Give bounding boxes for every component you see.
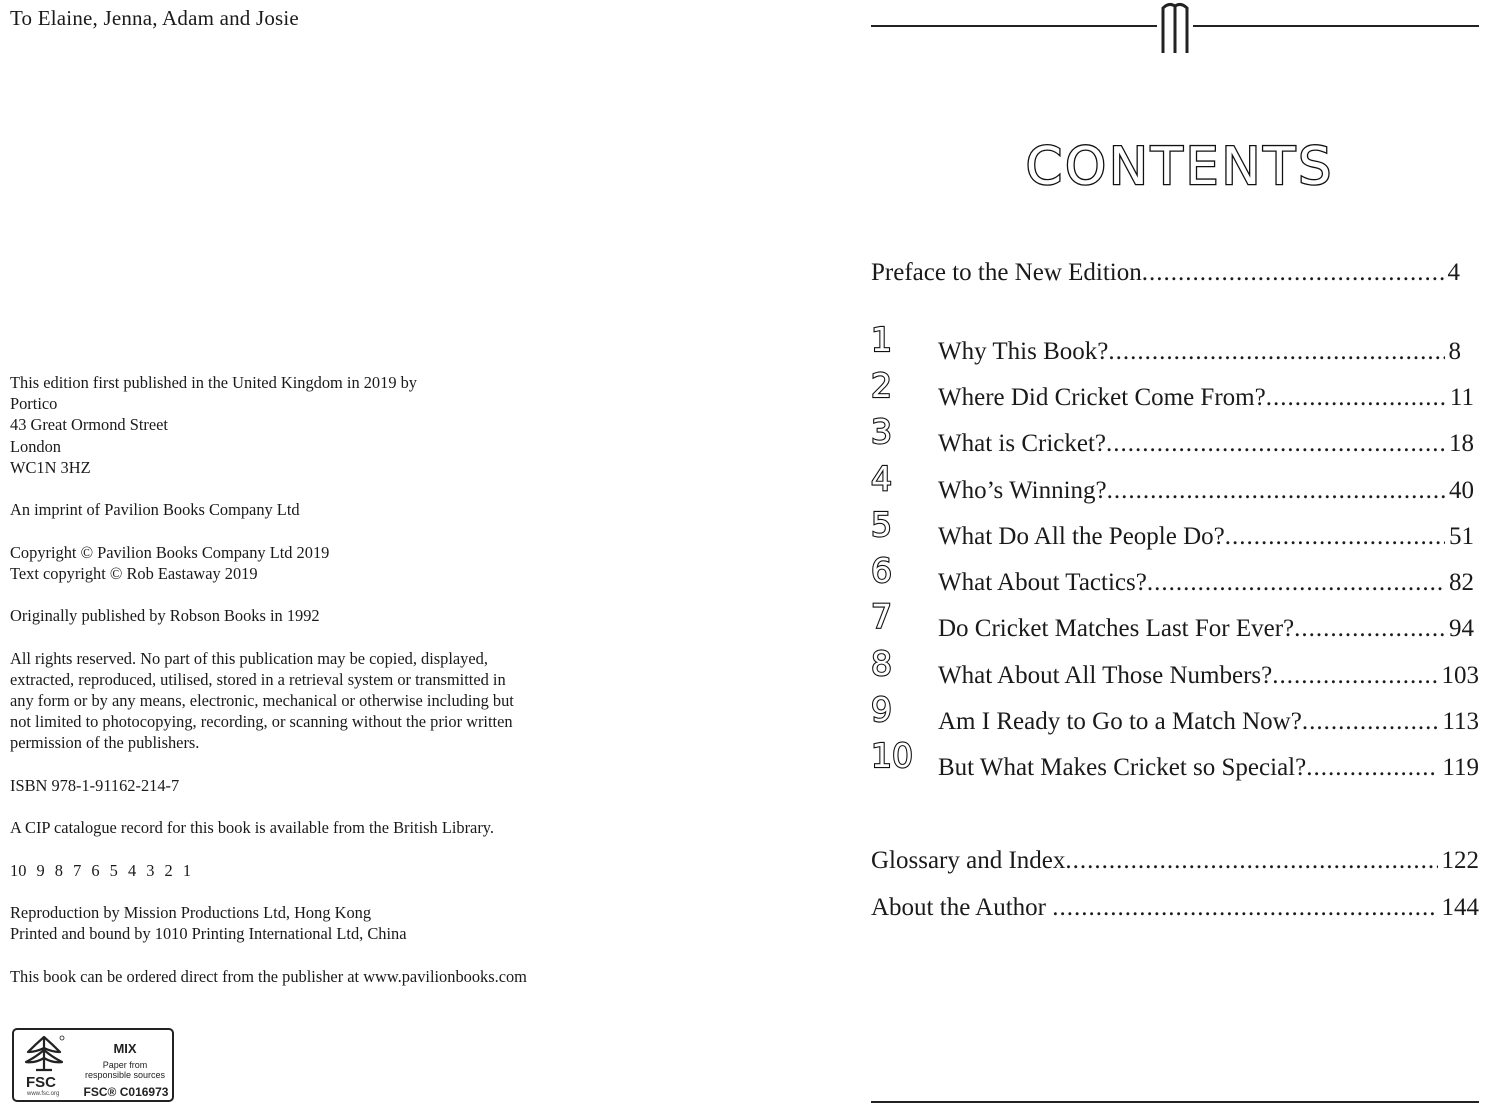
toc-title: Do Cricket Matches Last For Ever? — [938, 615, 1295, 642]
fsc-paper-line: Paper from — [102, 1060, 148, 1070]
toc-entry — [938, 707, 1479, 737]
fsc-word: FSC — [26, 1074, 56, 1091]
toc-entry — [938, 429, 1479, 459]
chapter-number: 10 — [871, 736, 913, 775]
toc-title: Why This Book? — [938, 338, 1109, 365]
dot-leader — [1272, 661, 1437, 691]
printing-numbers — [10, 860, 610, 881]
toc-title: About the Author — [871, 894, 1053, 921]
address-line: WC1N 3HZ — [10, 457, 91, 477]
toc-entry — [938, 753, 1479, 783]
order-info — [10, 966, 610, 987]
chapter-number: 7 — [871, 597, 892, 636]
published-line: This edition first published in the United Kingdom in 2019 by — [10, 373, 418, 392]
rights-line: extracted, reproduced, utilised, stored in a retrieval system or transmitted in — [10, 669, 506, 689]
fsc-code: FSC® C016973 — [83, 1085, 169, 1099]
toc-page: 122 — [1441, 847, 1479, 874]
chapter-number: 8 — [871, 644, 892, 683]
toc-page: 113 — [1442, 708, 1479, 735]
toc-entry — [938, 661, 1479, 691]
rights-line: not limited to photocopying, recording, or scanning without the prior written — [10, 712, 513, 732]
toc-page: 51 — [1449, 523, 1474, 550]
dot-leader — [1302, 707, 1439, 737]
stumps-rule-icon — [871, 0, 1479, 56]
toc-entry — [938, 383, 1479, 413]
cip-notice — [10, 817, 610, 838]
imprint-block — [10, 372, 610, 1008]
toc-page: 103 — [1441, 662, 1479, 689]
toc-title: What Do All the People Do? — [938, 523, 1225, 550]
toc-page: 18 — [1449, 430, 1474, 457]
order-line: This book can be ordered direct from the publisher at www.pavilionbooks.com — [10, 966, 527, 986]
toc-page: 82 — [1449, 569, 1474, 596]
toc-title: But What Makes Cricket so Special? — [938, 754, 1307, 781]
production-line: Printed and bound by 1010 Printing International Ltd, China — [10, 924, 407, 944]
copyright-notice — [10, 542, 610, 584]
imprint-of-line: An imprint of Pavilion Books Company Ltd — [10, 500, 300, 520]
left-page — [0, 0, 740, 1109]
fsc-url: www.fsc.org — [27, 1091, 60, 1097]
address-line: London — [10, 436, 61, 456]
fsc-paper-line: responsible sources — [84, 1070, 166, 1080]
dot-leader — [1107, 476, 1445, 506]
dot-leader — [1306, 753, 1438, 783]
cip-line: A CIP catalogue record for this book is available from the British Library. — [10, 818, 495, 838]
toc-title: What About Tactics? — [938, 569, 1147, 596]
toc-page: 11 — [1449, 384, 1474, 411]
toc-entry — [871, 258, 1479, 288]
dot-leader — [1052, 893, 1437, 923]
dot-leader — [1266, 383, 1446, 413]
bottom-rule — [871, 1101, 1479, 1103]
toc-entry — [938, 614, 1479, 644]
rights-line: any form or by any means, electronic, mechanical or otherwise including but — [10, 690, 514, 710]
publisher-address — [10, 372, 610, 478]
fsc-logo — [12, 1028, 174, 1102]
dedication: To Elaine, Jenna, Adam and Josie — [10, 6, 299, 30]
toc-entry — [938, 476, 1479, 506]
fsc-mix: MIX — [113, 1041, 137, 1056]
dot-leader — [1147, 568, 1445, 598]
toc-page: 40 — [1449, 477, 1474, 504]
contents-title-text: CONTENTS — [1025, 137, 1335, 197]
dot-leader — [1065, 846, 1437, 876]
chapter-number: 2 — [871, 366, 892, 405]
contents-title — [980, 128, 1380, 198]
toc-entry — [871, 846, 1479, 876]
chapter-number: 9 — [871, 690, 892, 729]
toc-page: 8 — [1448, 338, 1461, 365]
toc-page: 119 — [1442, 754, 1479, 781]
chapter-number: 1 — [871, 320, 892, 359]
toc-entry — [938, 522, 1479, 552]
fsc-paper-text — [80, 1060, 170, 1080]
address-line: 43 Great Ormond Street — [10, 415, 168, 435]
isbn-line: ISBN 978-1-91162-214-7 — [10, 775, 180, 795]
toc-page: 144 — [1441, 894, 1479, 921]
publisher-name: Portico — [10, 394, 58, 414]
toc-entry — [871, 893, 1479, 923]
original-publication — [10, 605, 610, 626]
toc-page: 94 — [1449, 615, 1474, 642]
toc-title: Where Did Cricket Come From? — [938, 384, 1266, 411]
original-line: Originally published by Robson Books in 1992 — [10, 606, 320, 626]
production-credits — [10, 902, 610, 944]
toc-title: Am I Ready to Go to a Match Now? — [938, 708, 1302, 735]
dot-leader — [1106, 429, 1445, 459]
imprint-of — [10, 499, 610, 520]
right-page — [860, 0, 1500, 1109]
isbn — [10, 775, 610, 796]
toc-title: Glossary and Index — [871, 847, 1066, 874]
dot-leader — [1225, 522, 1445, 552]
toc-entry — [938, 568, 1479, 598]
chapter-number: 3 — [871, 412, 892, 451]
rights-notice — [10, 648, 610, 754]
toc-title: What is Cricket? — [938, 430, 1106, 457]
dot-leader — [1142, 258, 1444, 288]
toc-page: 4 — [1447, 259, 1460, 286]
dot-leader — [1108, 337, 1444, 367]
toc-title: Who’s Winning? — [938, 477, 1107, 504]
toc-title: Preface to the New Edition — [871, 259, 1142, 286]
fsc-tree-icon — [22, 1034, 66, 1074]
production-line: Reproduction by Mission Productions Ltd, Hong Kong — [10, 902, 372, 922]
rights-line: permission of the publishers. — [10, 733, 200, 753]
copyright-line: Copyright © Pavilion Books Company Ltd 2019 — [10, 542, 330, 562]
printing-numbers-line: 10 9 8 7 6 5 4 3 2 1 — [10, 860, 192, 880]
chapter-number: 4 — [871, 459, 892, 498]
toc-title: What About All Those Numbers? — [938, 662, 1273, 689]
copyright-line: Text copyright © Rob Eastaway 2019 — [10, 563, 258, 583]
dot-leader — [1294, 614, 1445, 644]
chapter-number: 5 — [871, 505, 892, 544]
chapter-number: 6 — [871, 551, 892, 590]
rights-line: All rights reserved. No part of this publication may be copied, displayed, — [10, 648, 488, 668]
toc-entry — [938, 337, 1479, 367]
